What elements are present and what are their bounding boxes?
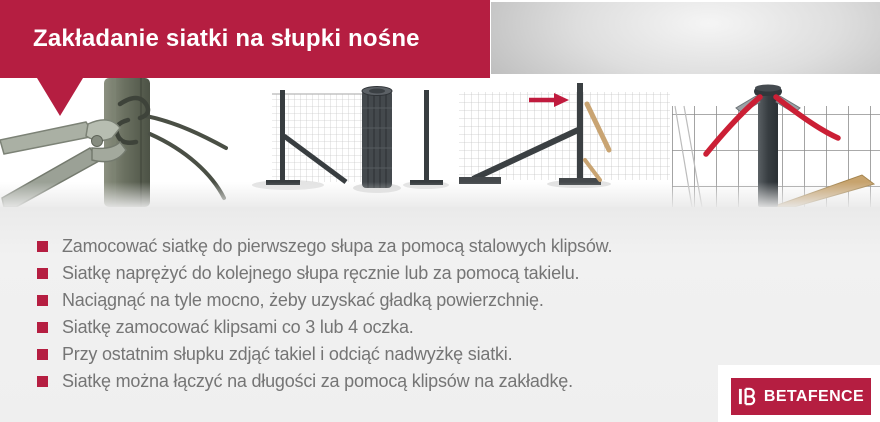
bullet-square-icon	[37, 295, 48, 306]
mesh-wire	[146, 116, 226, 148]
logo-plate	[731, 378, 871, 415]
title-banner	[0, 0, 490, 78]
base-plate	[266, 180, 300, 185]
spare-post	[424, 90, 429, 182]
metal-gradient-bar	[491, 2, 880, 74]
post-cap-with-red-tension-wire-illustration	[672, 78, 880, 207]
bullet-square-icon	[37, 268, 48, 279]
pliers-pivot	[92, 136, 103, 147]
bullet-square-icon	[37, 241, 48, 252]
illustration-brace-arrow	[457, 78, 672, 207]
base-plate	[459, 177, 501, 184]
list-item	[37, 260, 880, 287]
pliers-fixing-clip-illustration	[0, 78, 228, 207]
base-plate	[410, 180, 443, 185]
pliers-handle	[0, 122, 95, 154]
mesh-roll	[362, 90, 392, 188]
illustration-strip	[0, 78, 880, 207]
list-item	[37, 314, 880, 341]
list-item	[37, 287, 880, 314]
illustration-post-tension-wire	[672, 78, 880, 207]
instruction-text: Siatkę naprężyć do kolejnego słupa ręcznie lub za pomocą takielu.	[62, 263, 580, 283]
mesh-wire	[150, 134, 224, 198]
instruction-text: Zamocować siatkę do pierwszego słupa za pomocą stalowych klipsów.	[62, 236, 613, 256]
list-item	[37, 233, 880, 260]
logo-text: BETAFENCE	[763, 387, 865, 405]
betafence-logo	[718, 365, 880, 422]
instruction-text: Siatkę można łączyć na długości za pomocą klipsów na zakładkę.	[62, 371, 573, 391]
fence-post	[758, 92, 778, 207]
mesh-panel-roll-and-post-illustration	[228, 78, 457, 207]
page-title: Zakładanie siatki na słupki nośne	[33, 25, 420, 52]
fence-post	[577, 83, 583, 183]
base-plate	[559, 178, 601, 185]
bullet-square-icon	[37, 322, 48, 333]
instruction-text: Przy ostatnim słupku zdjąć takiel i odciąć nadwyżkę siatki.	[62, 344, 513, 364]
mesh-brace-and-arrow-illustration	[457, 78, 672, 207]
list-item	[37, 341, 880, 368]
betafence-monogram-icon	[738, 387, 757, 406]
banner-pointer-triangle	[37, 78, 83, 116]
instruction-text: Siatkę zamocować klipsami co 3 lub 4 oczka.	[62, 317, 414, 337]
bullet-square-icon	[37, 349, 48, 360]
pliers-handle	[2, 148, 99, 207]
illustration-pliers-clip	[0, 78, 228, 207]
illustration-mesh-roll-post	[228, 78, 457, 207]
instruction-text: Naciągnąć na tyle mocno, żeby uzyskać gładką powierzchnię.	[62, 290, 544, 310]
bullet-square-icon	[37, 376, 48, 387]
